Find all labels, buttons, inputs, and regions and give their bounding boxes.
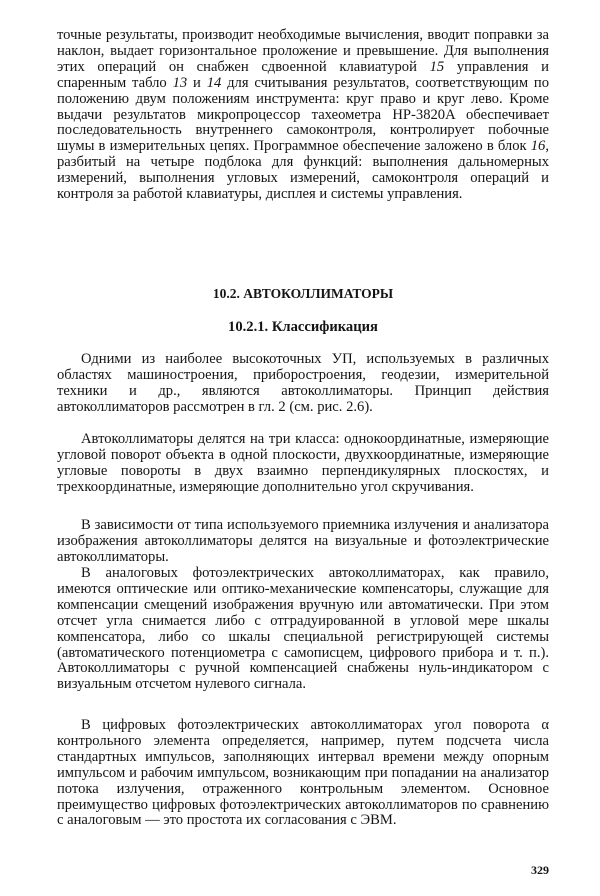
paragraph-analog: В аналоговых фотоэлектрических автоколлиматорах, как правило, имеются оптические или оптико-механические компенсаторы, служащие для компенсации смещений изображения вручную или автоматически. При этом отсчет угла снимается либо с отградуированной в угловой мере шкалы компенсатора, либо со шкалы специальной регистрирующей системы (автоматического потенциометра с самописцем, цифрового прибора и т. п.). Автоколлиматоры с ручной компенсацией снабжены нуль-индикатором с визуальным отсчетом нулевого сигнала. — [57, 565, 549, 693]
paragraph-classes: Автоколлиматоры делятся на три класса: однокоординатные, измеряющие угловой поворот объекта в одной плоскости, двухкоординатные, измеряющие угловые повороты в двух взаимно перпендикулярных плоскостях, и трехкоординатные, измеряющие дополнительно угол скручивания. — [57, 431, 549, 495]
section-heading: 10.2. АВТОКОЛЛИМАТОРЫ — [212, 286, 394, 301]
figure-ref-14: 14 — [206, 74, 222, 91]
paragraph-digital: В цифровых фотоэлектрических автоколлиматорах угол поворота α контрольного элемента определяется, например, путем подсчета числа стандартных импульсов, заполняющих интервал времени между опорным импульсом и рабочим импульсом, возникающим при попадании на анализатор потока излучения, отраженного контрольным элементом. Основное преимущество цифровых фотоэлектрических автоколлиматоров по сравнению с аналоговым — это простота их согласования с ЭВМ. — [57, 717, 549, 829]
figure-ref-16: 16 — [530, 138, 546, 155]
book-page — [57, 28, 549, 878]
opening-paragraph: точные результаты, производит необходимые вычисления, вводит поправки за наклон, выдает горизонтальное проложение и превышение. Для выполнения этих операций он снабжен сдвоенной клавиатурой 15 управления и спаренным табло 13 и 14 для считывания результатов, соответствующим по положению двум положениям инструмента: круг право и круг лево. Кроме выдачи результатов микропроцессор тахеометра HP-3820A обеспечивает последовательность внутреннего самоконтроля, контролирует побочные шумы в измерительных цепях. Программное обеспечение заложено в блок 16, разбитый на четыре подблока для функций: выполнения дальномерных измерений, выполнения угловых измерений, самоконтроля операций и контроля за работой клавиатуры, дисплея и системы управления. — [57, 27, 550, 203]
paragraph-intro: Одними из наиболее высокоточных УП, используемых в различных областях машиностроения, приборостроения, геодезии, измерительной техники и др., являются автоколлиматоры. Принцип действия автоколлиматоров рассмотрен в гл. 2 (см. рис. 2.6). — [57, 351, 549, 415]
figure-ref-13: 13 — [172, 74, 188, 91]
figure-ref-15: 15 — [429, 58, 445, 75]
subsection-heading: 10.2.1. Классификация — [228, 319, 378, 335]
page-number: 329 — [531, 863, 549, 877]
paragraph-receiver-types: В зависимости от типа используемого приемника излучения и анализатора изображения автоколлиматоры делятся на визуальные и фотоэлектрические автоколлиматоры. — [57, 517, 549, 565]
